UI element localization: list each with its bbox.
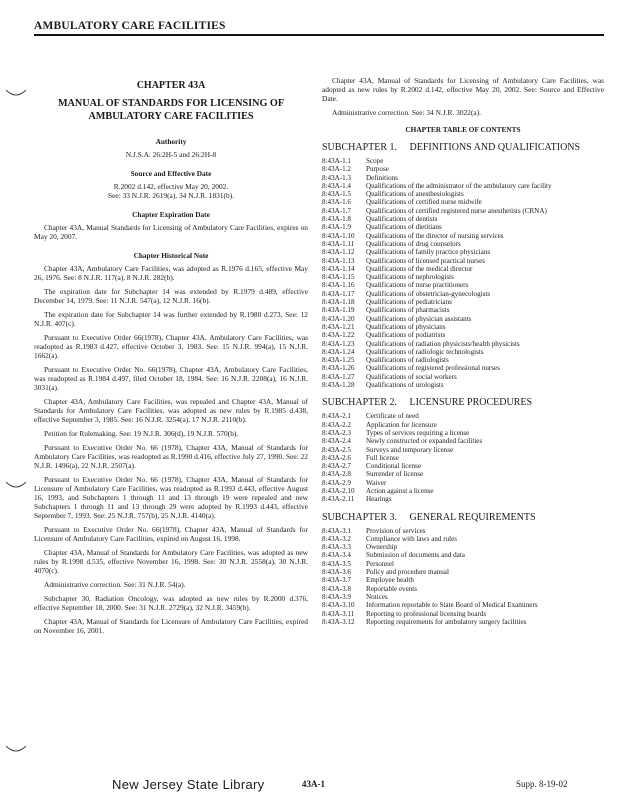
intro-paragraph: Chapter 43A, Manual of Standards for Licensing of Ambulatory Care Facilities, was adopted as new rules by R.2002 d.142, effective May 20, 2002. See: Source and Effective Date. bbox=[322, 76, 604, 103]
section-title: Waiver bbox=[366, 478, 387, 487]
source-heading: Source and Effective Date bbox=[130, 169, 212, 178]
source-text: R.2002 d.142, effective May 20, 2002. bbox=[113, 182, 229, 191]
section-number: 8:43A-1.11 bbox=[322, 239, 355, 248]
section-number: 8:43A-3.3 bbox=[322, 543, 351, 552]
section-number: 8:43A-1.14 bbox=[322, 264, 355, 273]
section-title: Qualifications of certified nurse midwife bbox=[366, 198, 482, 207]
toc-entry bbox=[322, 610, 604, 618]
section-title: Qualifications of pediatricians bbox=[366, 298, 452, 307]
section-number: 8:43A-1.1 bbox=[322, 157, 351, 165]
section-title: Certificate of need bbox=[366, 412, 419, 421]
history-paragraph: Chapter 43A, Manual of Standards for Ambulatory Care Facilities, was adopted as new rules by R.1998 d.535, effective November 16, 1998. See: 30 N.J.R. 2558(a), 30 N.J.R. 4070(c). bbox=[34, 548, 308, 575]
subchapter-3-heading bbox=[322, 512, 604, 523]
section-number: 8:43A-1.2 bbox=[322, 165, 351, 174]
section-title: Ownership bbox=[366, 543, 398, 552]
subchapter-2-list bbox=[322, 412, 604, 503]
toc-entry bbox=[322, 232, 604, 240]
toc-entry bbox=[322, 576, 604, 584]
section-number: 8:43A-1.4 bbox=[322, 181, 351, 190]
section-number: 8:43A-3.11 bbox=[322, 609, 355, 618]
section-number: 8:43A-2.7 bbox=[322, 462, 351, 471]
section-title: Reportable events bbox=[366, 584, 418, 593]
section-title: Qualifications of licensed practical nurses bbox=[366, 256, 485, 265]
section-number: 8:43A-2.9 bbox=[322, 478, 351, 487]
history-paragraph: Pursuant to Executive Order 66(1978), Chapter 43A, Ambulatory Care Facilities, was readopted as R.1983 d.427, effective October 3, 1983. See: 15 N.J.R. 994(a), 15 N.J.R. 1662(a). bbox=[34, 333, 308, 360]
history-notes bbox=[34, 264, 308, 635]
subchapter-title: DEFINITIONS AND QUALIFICATIONS bbox=[409, 142, 581, 153]
section-title: Reporting requirements for ambulatory surgery facilities bbox=[366, 617, 527, 626]
section-number: 8:43A-3.12 bbox=[322, 617, 355, 626]
section-number: 8:43A-3.2 bbox=[322, 534, 351, 543]
section-title: Qualifications of dentists bbox=[366, 215, 438, 224]
toc-entry bbox=[322, 182, 604, 190]
toc-entry bbox=[322, 356, 604, 364]
toc-entry bbox=[322, 454, 604, 462]
chapter-number: CHAPTER 43A bbox=[136, 80, 206, 91]
section-title: Qualifications of registered professional nurses bbox=[366, 364, 500, 373]
toc-entry bbox=[322, 601, 604, 609]
section-title: Reporting to professional licensing boards bbox=[366, 609, 487, 618]
section-number: 8:43A-2.10 bbox=[322, 486, 355, 495]
section-title: Qualifications of certified registered nurse anesthetists (CRNA) bbox=[366, 206, 547, 215]
toc-entry bbox=[322, 240, 604, 248]
subchapter-number: SUBCHAPTER 2. bbox=[322, 397, 398, 409]
toc-entry bbox=[322, 174, 604, 182]
section-number: 8:43A-1.23 bbox=[322, 339, 355, 348]
section-number: 8:43A-2.2 bbox=[322, 420, 351, 429]
toc-entry bbox=[322, 298, 604, 306]
toc-entry bbox=[322, 157, 604, 165]
left-column bbox=[34, 80, 308, 640]
section-title: Scope bbox=[366, 157, 384, 165]
subchapter-title: GENERAL REQUIREMENTS bbox=[409, 511, 536, 523]
toc-entry bbox=[322, 273, 604, 281]
section-title: Qualifications of radiation physicists/health physicists bbox=[366, 339, 520, 348]
toc-entry bbox=[322, 560, 604, 568]
section-title: Qualifications of family practice physicians bbox=[366, 248, 491, 257]
toc-entry bbox=[322, 429, 604, 437]
section-number: 8:43A-3.1 bbox=[322, 526, 351, 535]
margin-mark-icon bbox=[4, 88, 28, 100]
section-number: 8:43A-1.6 bbox=[322, 198, 351, 207]
section-title: Newly constructed or expanded facilities bbox=[366, 437, 483, 446]
right-column bbox=[322, 76, 604, 626]
toc-entry bbox=[322, 535, 604, 543]
section-title: Qualifications of podiatrists bbox=[366, 331, 446, 340]
history-paragraph: Petition for Rulemaking. See: 19 N.J.R. 306(d), 19 N.J.R. 570(b). bbox=[44, 429, 239, 438]
section-title: Qualifications of physician assistants bbox=[366, 314, 472, 323]
expiration-text: Chapter 43A, Manual Standards for Licensing of Ambulatory Care Facilities, expires on May 20, 2007. bbox=[34, 223, 308, 241]
toc-entry bbox=[322, 198, 604, 206]
margin-mark-icon bbox=[4, 744, 28, 756]
subchapter-3-list bbox=[322, 527, 604, 627]
toc-entry bbox=[322, 437, 604, 445]
toc-entry bbox=[322, 364, 604, 372]
section-number: 8:43A-2.1 bbox=[322, 412, 351, 421]
history-paragraph: The expiration date for Subchapter 14 was further extended by R.1980 d.273. See: 12 N.J.R. 407(c). bbox=[34, 310, 308, 328]
section-number: 8:43A-1.27 bbox=[322, 372, 355, 381]
history-paragraph: Pursuant to Executive Order No. 66 (1978), Chapter 43A, Manual of Standards for Licensure of Ambulatory Care Facilities, was readopted as R.1993 d.443, effective August 16, 1993, and Subchapters 1 through 11 and 13 through 19 were repealed and new Subchapters 1 through 11 and 13 through 29 were adopted by R.1993 d.443, effective September 7, 1993. See: 25 N.J.R. 757(b), 25 N.J.R. 4140(a). bbox=[34, 475, 308, 520]
toc-entry bbox=[322, 215, 604, 223]
section-title: Qualifications of radiologic technologists bbox=[366, 347, 484, 356]
toc-entry bbox=[322, 348, 604, 356]
history-heading: Chapter Historical Note bbox=[133, 251, 209, 260]
history-paragraph: Chapter 43A, Manual of Standards for Licensure of Ambulatory Care Facilities, expired on November 16, 2001. bbox=[34, 617, 308, 635]
toc-entry bbox=[322, 223, 604, 231]
section-number: 8:43A-3.9 bbox=[322, 592, 351, 601]
history-paragraph: Subchapter 30, Radiation Oncology, was adopted as new rules by R.2000 d.376, effective September 18, 2000. See: 31 N.J.R. 2729(a), 32 N.J.R. 3459(b). bbox=[34, 594, 308, 612]
history-paragraph: Pursuant to Executive Order No. 66(1978), Chapter 43A, Manual of Standards for Licensure of Ambulatory Care Facilities, expired on August 16, 1998. bbox=[34, 525, 308, 543]
subchapter-1-heading bbox=[322, 142, 604, 153]
section-title: Hearings bbox=[366, 495, 392, 504]
section-title: Qualifications of dietitians bbox=[366, 223, 442, 232]
toc-entry bbox=[322, 265, 604, 273]
section-number: 8:43A-1.21 bbox=[322, 322, 355, 331]
section-number: 8:43A-1.18 bbox=[322, 298, 355, 307]
section-number: 8:43A-3.8 bbox=[322, 584, 351, 593]
section-title: Types of services requiring a license bbox=[366, 428, 470, 437]
toc-entry bbox=[322, 479, 604, 487]
subchapter-number: SUBCHAPTER 3. bbox=[322, 511, 398, 523]
history-paragraph: Pursuant to Executive Order No. 66(1978), Chapter 43A, Ambulatory Care Facilities, was readopted as R.1984 d.497, filed October 18, 1984. See: 16 N.J.R. 2208(a), 16 N.J.R. 3031(a). bbox=[34, 365, 308, 392]
section-number: 8:43A-1.15 bbox=[322, 273, 355, 282]
section-number: 8:43A-3.6 bbox=[322, 568, 351, 577]
section-number: 8:43A-1.17 bbox=[322, 289, 355, 298]
section-number: 8:43A-1.5 bbox=[322, 190, 351, 199]
section-number: 8:43A-1.20 bbox=[322, 314, 355, 323]
toc-entry bbox=[322, 551, 604, 559]
section-number: 8:43A-2.8 bbox=[322, 470, 351, 479]
section-title: Notices bbox=[366, 592, 388, 601]
section-number: 8:43A-3.7 bbox=[322, 576, 351, 585]
page-number: 43A-1 bbox=[302, 779, 325, 789]
toc-entry bbox=[322, 207, 604, 215]
toc-entry bbox=[322, 487, 604, 495]
toc-entry bbox=[322, 306, 604, 314]
section-title: Information reportable to State Board of Medical Examiners bbox=[366, 601, 538, 610]
toc-entry bbox=[322, 543, 604, 551]
toc-entry bbox=[322, 373, 604, 381]
toc-entry bbox=[322, 462, 604, 470]
section-number: 8:43A-2.11 bbox=[322, 495, 355, 504]
section-title: Qualifications of the administrator of the ambulatory care facility bbox=[366, 181, 552, 190]
toc-entry bbox=[322, 470, 604, 478]
toc-entry bbox=[322, 593, 604, 601]
history-paragraph: Pursuant to Executive Order No. 66 (1978), Chapter 43A, Manual of Standards for Ambulatory Care Facilities, was readopted as R.1990 d.416, effective July 27, 1990. See: 22 N.J.R. 1496(a), 22 N.J.R. 2507(a). bbox=[34, 443, 308, 470]
subchapter-title: LICENSURE PROCEDURES bbox=[409, 397, 533, 409]
section-number: 8:43A-1.22 bbox=[322, 331, 355, 340]
toc-entry bbox=[322, 585, 604, 593]
history-paragraph: Chapter 43A, Ambulatory Care Facilities, was adopted as R.1976 d.165, effective May 26, 1976. See: 8 N.J.R. 117(a), 8 N.J.R. 282(b). bbox=[34, 264, 308, 282]
section-number: 8:43A-1.3 bbox=[322, 173, 351, 182]
section-number: 8:43A-3.4 bbox=[322, 551, 351, 560]
toc-entry bbox=[322, 290, 604, 298]
toc-entry bbox=[322, 381, 604, 389]
section-title: Qualifications of pharmacists bbox=[366, 306, 450, 315]
toc-entry bbox=[322, 257, 604, 265]
section-number: 8:43A-2.4 bbox=[322, 437, 351, 446]
section-title: Surrender of license bbox=[366, 470, 424, 479]
authority-text: N.J.S.A. 26:2H-5 and 26:2H-8 bbox=[125, 150, 217, 159]
toc-heading: CHAPTER TABLE OF CONTENTS bbox=[405, 125, 521, 134]
subchapter-2-heading bbox=[322, 397, 604, 408]
section-title: Qualifications of anesthesiologists bbox=[366, 190, 464, 199]
toc-entry bbox=[322, 527, 604, 535]
toc-entry bbox=[322, 165, 604, 173]
section-number: 8:43A-1.10 bbox=[322, 231, 355, 240]
section-title: Qualifications of radiologists bbox=[366, 356, 449, 365]
section-title: Definitions bbox=[366, 173, 398, 182]
section-number: 8:43A-1.25 bbox=[322, 356, 355, 365]
chapter-title: MANUAL OF STANDARDS FOR LICENSING OF AMBULATORY CARE FACILITIES bbox=[57, 98, 285, 122]
section-title: Qualifications of urologists bbox=[366, 381, 444, 390]
section-title: Policy and procedure manual bbox=[366, 568, 449, 577]
section-number: 8:43A-1.16 bbox=[322, 281, 355, 290]
toc-entry bbox=[322, 618, 604, 626]
toc-entry bbox=[322, 568, 604, 576]
section-title: Provision of services bbox=[366, 526, 426, 535]
section-title: Qualifications of the medical director bbox=[366, 264, 473, 273]
toc-entry bbox=[322, 323, 604, 331]
section-number: 8:43A-2.3 bbox=[322, 428, 351, 437]
section-number: 8:43A-1.28 bbox=[322, 381, 355, 390]
authority-heading: Authority bbox=[155, 137, 187, 146]
section-number: 8:43A-1.7 bbox=[322, 206, 351, 215]
toc-entry bbox=[322, 248, 604, 256]
section-title: Submission of documents and data bbox=[366, 551, 465, 560]
toc-entry bbox=[322, 315, 604, 323]
library-watermark: New Jersey State Library bbox=[112, 777, 265, 792]
section-title: Qualifications of the director of nursing services bbox=[366, 231, 504, 240]
toc-entry bbox=[322, 412, 604, 420]
section-number: 8:43A-3.5 bbox=[322, 559, 351, 568]
toc-entry bbox=[322, 190, 604, 198]
section-title: Qualifications of obstetrician-gynecologists bbox=[366, 289, 491, 298]
section-title: Qualifications of nurse practitioners bbox=[366, 281, 469, 290]
history-paragraph: Administrative correction. See: 31 N.J.R. 54(a). bbox=[44, 580, 186, 589]
section-title: Personnel bbox=[366, 559, 394, 568]
section-title: Compliance with laws and rules bbox=[366, 534, 458, 543]
section-number: 8:43A-2.6 bbox=[322, 453, 351, 462]
section-title: Action against a license bbox=[366, 486, 434, 495]
toc-entry bbox=[322, 340, 604, 348]
toc-entry bbox=[322, 331, 604, 339]
expiration-heading: Chapter Expiration Date bbox=[132, 210, 210, 219]
section-title: Qualifications of drug counselors bbox=[366, 239, 461, 248]
toc-entry bbox=[322, 446, 604, 454]
running-header: AMBULATORY CARE FACILITIES bbox=[34, 20, 604, 36]
intro-paragraph: Administrative correction. See: 34 N.J.R. 3022(a). bbox=[332, 108, 482, 117]
toc-entry bbox=[322, 281, 604, 289]
section-title: Employee health bbox=[366, 576, 414, 585]
supplement-date: Supp. 8-19-02 bbox=[516, 779, 568, 789]
section-title: Purpose bbox=[366, 165, 389, 174]
toc-entry bbox=[322, 495, 604, 503]
section-number: 8:43A-1.24 bbox=[322, 347, 355, 356]
section-title: Full license bbox=[366, 453, 399, 462]
margin-mark-icon bbox=[4, 480, 28, 492]
section-number: 8:43A-2.5 bbox=[322, 445, 351, 454]
section-title: Qualifications of physicians bbox=[366, 322, 446, 331]
section-number: 8:43A-1.12 bbox=[322, 248, 355, 257]
subchapter-number: SUBCHAPTER 1. bbox=[322, 142, 398, 153]
section-title: Application for licensure bbox=[366, 420, 437, 429]
subchapter-1-list bbox=[322, 157, 604, 389]
source-text: See: 33 N.J.R. 2619(a), 34 N.J.R. 1831(b). bbox=[107, 191, 235, 200]
section-title: Qualifications of nephrologists bbox=[366, 273, 454, 282]
section-title: Surveys and temporary license bbox=[366, 445, 454, 454]
history-paragraph: Chapter 43A, Ambulatory Care Facilities, was repealed and Chapter 43A, Manual of Standards for Ambulatory Care Facilities, was adopted as new rules by R.1985 d.438, effective September 3, 1985. See: 16 N.J.R. 3254(a), 17 N.J.R. 2110(b). bbox=[34, 397, 308, 424]
section-number: 8:43A-3.10 bbox=[322, 601, 355, 610]
section-number: 8:43A-1.8 bbox=[322, 215, 351, 224]
section-number: 8:43A-1.26 bbox=[322, 364, 355, 373]
section-number: 8:43A-1.19 bbox=[322, 306, 355, 315]
section-title: Conditional license bbox=[366, 462, 421, 471]
section-number: 8:43A-1.9 bbox=[322, 223, 351, 232]
section-number: 8:43A-1.13 bbox=[322, 256, 355, 265]
toc-entry bbox=[322, 421, 604, 429]
section-title: Qualifications of social workers bbox=[366, 372, 457, 381]
history-paragraph: The expiration date for Subchapter 14 was extended by R.1979 d.489, effective December 14, 1979. See: 11 N.J.R. 547(a), 12 N.J.R. 16(b). bbox=[34, 287, 308, 305]
